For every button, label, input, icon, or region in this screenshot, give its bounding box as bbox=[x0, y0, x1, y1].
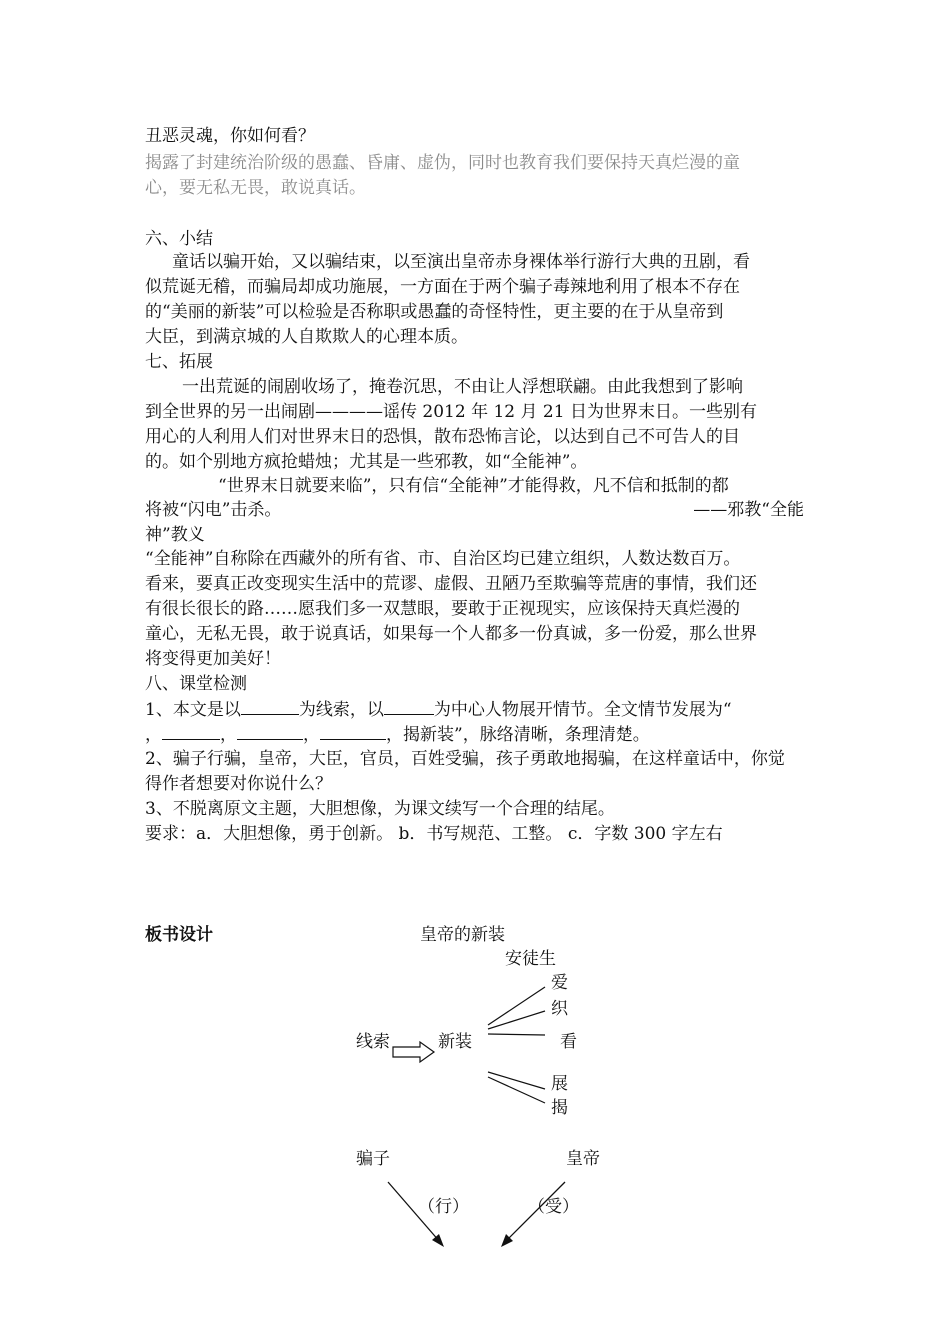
section7-line-1: 一出荒诞的闹剧收场了，掩卷沉思，不由让人浮想联翩。由此我想到了影响 bbox=[182, 377, 743, 397]
q1-part-d: ， bbox=[145, 725, 162, 745]
section6-line-3: 的“美丽的新装”可以检验是否称职或愚蠢的奇怪特性，更主要的在于从皇帝到 bbox=[145, 302, 724, 322]
section7-line-2: 到全世界的另一出闹剧————谣传 2012 年 12 月 21 日为世界末日。一些别有 bbox=[145, 402, 757, 422]
section7-heading: 七、拓展 bbox=[145, 352, 213, 372]
emperor-label: 皇帝 bbox=[566, 1149, 600, 1169]
question-tail: 丑恶灵魂，你如何看？ bbox=[145, 126, 315, 146]
branch-expose: 揭 bbox=[551, 1098, 568, 1118]
board-author: 安徒生 bbox=[505, 949, 556, 969]
question-2-line-1: 2、骗子行骗，皇帝，大臣，官员，百姓受骗，孩子勇敢地揭骗，在这样童话中，你觉 bbox=[145, 749, 785, 769]
q1-part-b: 为线索，以 bbox=[298, 700, 384, 720]
requirements: 要求：a．大胆想像，勇于创新。 b．书写规范、工整。 c．字数 300 字左右 bbox=[145, 824, 723, 844]
q1-part-a: 1、本文是以 bbox=[145, 700, 241, 720]
q1-part-g: ，揭新装”，脉络清晰，条理清楚。 bbox=[386, 725, 650, 745]
section7-line-13: 将变得更加美好！ bbox=[145, 649, 281, 669]
arrow-line-receive bbox=[505, 1182, 565, 1242]
new-clothes-label: 新装 bbox=[438, 1032, 472, 1052]
section7-line-4: 的。如个别地方疯抢蜡烛；尤其是一些邪教，如“全能神”。 bbox=[145, 452, 588, 472]
swindlers-label: 骗子 bbox=[356, 1149, 390, 1169]
section6-line-4: 大臣，到满京城的人自欺欺人的心理本质。 bbox=[145, 327, 468, 347]
branch-show: 展 bbox=[551, 1074, 568, 1094]
arrowhead-act-icon bbox=[432, 1234, 444, 1247]
section8-heading: 八、课堂检测 bbox=[145, 674, 247, 694]
section7-line-3: 用心的人利用人们对世界末日的恐惧，散布恐怖言论，以达到自己不可告人的目 bbox=[145, 427, 740, 447]
board-design-label: 板书设计 bbox=[145, 925, 213, 945]
branch-look: 看 bbox=[560, 1032, 577, 1052]
section6-line-1: 童话以骗开始，又以骗结束，以至演出皇帝赤身裸体举行游行大典的丑剧，看 bbox=[172, 252, 750, 272]
branch-line-love bbox=[488, 987, 545, 1025]
q1-part-f: ， bbox=[303, 725, 320, 745]
clue-label: 线索 bbox=[356, 1032, 390, 1052]
section7-line-7: ——邪教“全能 bbox=[693, 500, 804, 520]
q1-part-c: 为中心人物展开情节。全文情节发展为“ bbox=[433, 700, 732, 720]
section7-line-12: 童心，无私无畏，敢于说真话，如果每一个人都多一份真诚，多一份爱，那么世界 bbox=[145, 624, 757, 644]
section6-heading: 六、小结 bbox=[145, 229, 213, 249]
question-3: 3、不脱离原文主题，大胆想像，为课文续写一个合理的结尾。 bbox=[145, 799, 615, 819]
answer-line-2: 心，要无私无畏，敢说真话。 bbox=[145, 178, 366, 198]
branch-line-look bbox=[488, 1034, 545, 1035]
section7-line-9: “全能神”自称除在西藏外的所有省、市、自治区均已建立组织，人数达数百万。 bbox=[145, 549, 741, 569]
section7-line-5: “世界末日就要来临”，只有信“全能神”才能得救，凡不信和抵制的都 bbox=[218, 476, 729, 496]
answer-line-1: 揭露了封建统治阶级的愚蠢、昏庸、虚伪，同时也教育我们要保持天真烂漫的童 bbox=[145, 153, 740, 173]
section6-line-2: 似荒诞无稽，而骗局却成功施展，一方面在于两个骗子毒辣地利用了根本不存在 bbox=[145, 277, 740, 297]
board-title: 皇帝的新装 bbox=[420, 925, 505, 945]
section7-line-6: 将被“闪电”击杀。 bbox=[145, 500, 282, 520]
question-2-line-2: 得作者想要对你说什么？ bbox=[145, 774, 332, 794]
section7-line-11: 有很长很长的路……愿我们多一双慧眼，要敢于正视现实，应该保持天真烂漫的 bbox=[145, 599, 740, 619]
q1-part-e: ， bbox=[220, 725, 237, 745]
section7-line-8: 神”教义 bbox=[145, 525, 205, 545]
hollow-arrow-icon bbox=[393, 1042, 434, 1062]
branch-love: 爱 bbox=[551, 973, 568, 993]
act-label: （行） bbox=[418, 1197, 469, 1217]
section7-line-10: 看来，要真正改变现实生活中的荒谬、虚假、丑陋乃至欺骗等荒唐的事情，我们还 bbox=[145, 574, 757, 594]
branch-weave: 织 bbox=[551, 999, 568, 1019]
arrow-line-act bbox=[388, 1182, 440, 1242]
receive-label: （受） bbox=[528, 1197, 579, 1217]
